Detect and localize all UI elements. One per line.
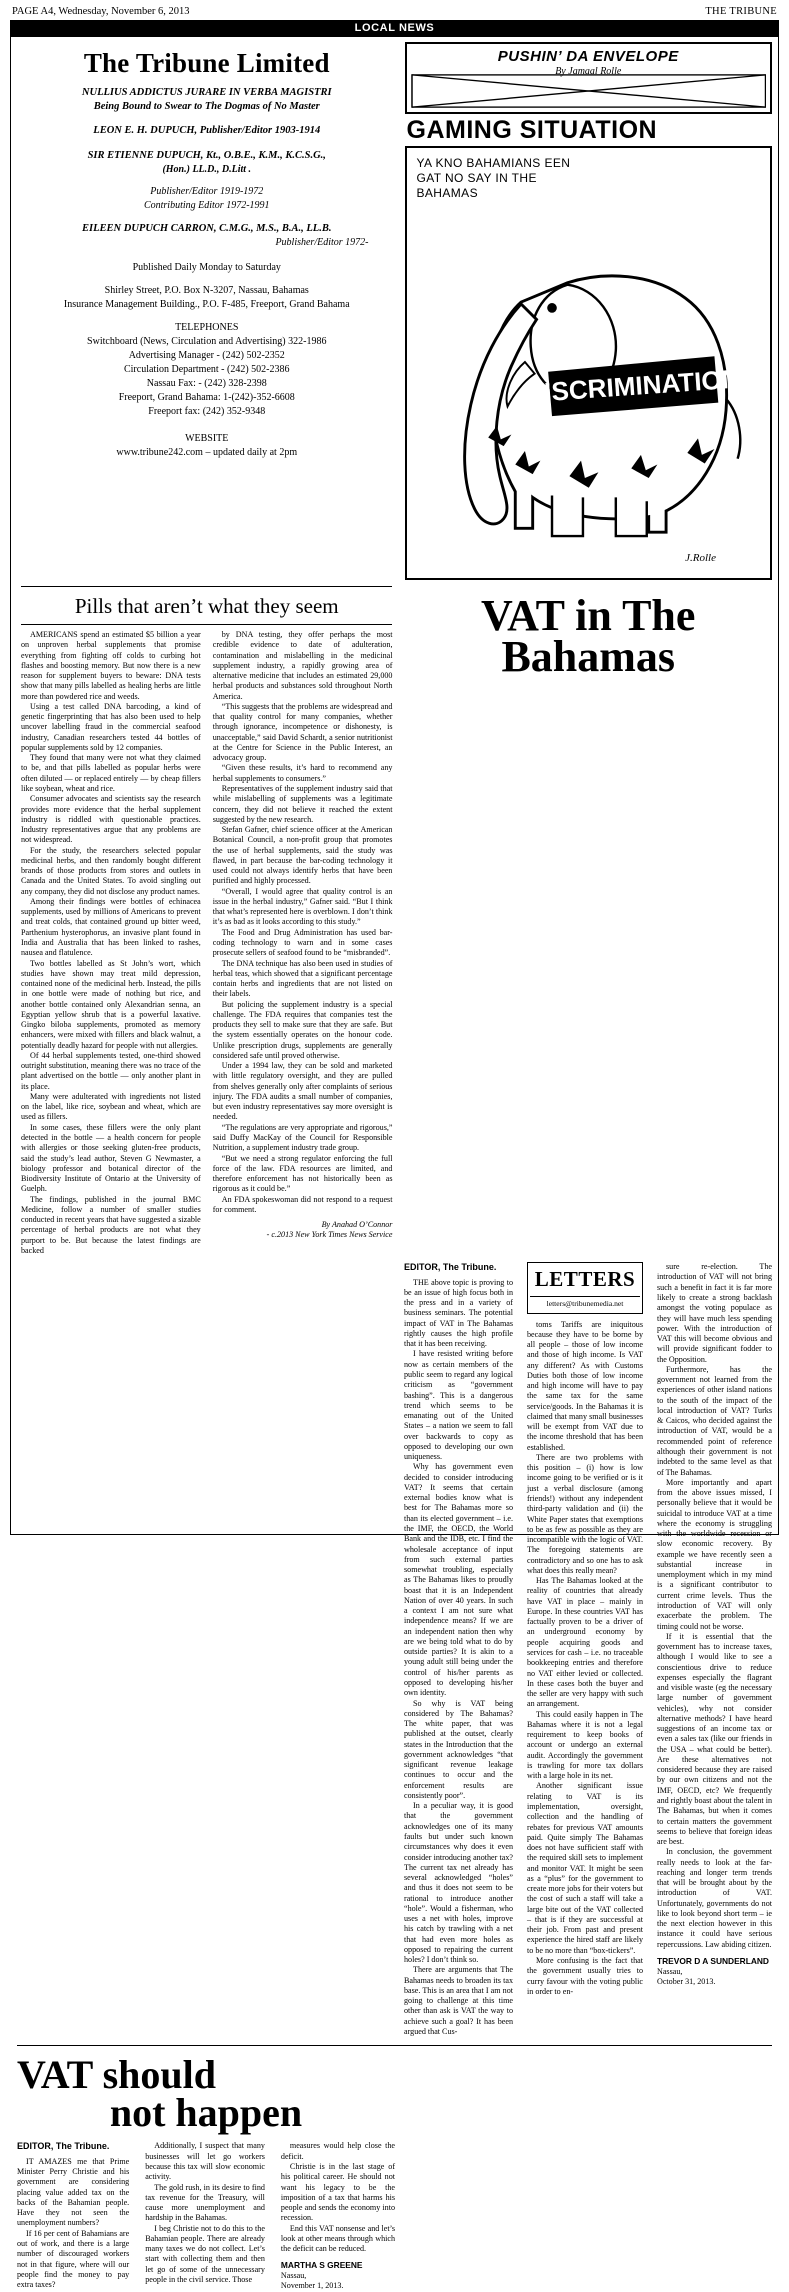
page-date-label: PAGE A4, Wednesday, November 6, 2013 [12, 6, 190, 17]
vat-happen-date: November 1, 2013. [280, 2281, 344, 2291]
pills-byline-source: - c.2013 New York Times News Service [266, 1230, 393, 1240]
vat-happen-left [17, 2050, 403, 2291]
vat-c3-p3: More importantly and apart from the above issues missed, I personally believe that it would be suicidal to introduce VAT at a time where the economy is struggling with the worldwide recession or slow economic recovery. By example we have recently seen a substantial increase in unemployment which in my mind is a significant contributor to current crime levels. Thus the introduction of VAT will only exacerbate the problem. The timing could not be worse. [657, 1477, 772, 1631]
pills-p17: “Overall, I would agree that quality control is an issue in the herbal industry,” Gafner said. “But I think that what’s represented here is overblown. I don’t think it’s as bad as it looks according to this study.” [212, 886, 393, 927]
vat-c2-p4: This could easily happen in The Bahamas where it is not a legal requirement to keep books of account or undergo an external audit. Accordingly the government is trawling for more tax dollars with a large hole in its net. [527, 1709, 643, 1781]
pills-p5: For the study, the researchers selected popular medicinal herbs, and then randomly bought different brands of those products from stores and outlets in Canada and the United States. To avoid singling out any company, they did not disclose any product names. [21, 845, 201, 896]
cartoon-speech-line-1: YA KNO BAHAMIANS EEN [416, 156, 571, 170]
vat-c1-p3: Why has government even decided to consider introducing VAT? It seems that certain external bodies know what is best for The Bahamas more so than its elected government – i.e. the IMF, the OECD, the World Bank and the IDB, etc. I find the wholesale acceptance of input from such external parties somewhat troubling, especially as The Bahamas likes to proudly boast that it is an Independent Nation of over 40 years. In such a context I am not sure what independence means? If we are an independent nation then why are we being told what to do by outside parties? It is akin to a young adult still being under the control of his/her parents as opposed to developing his/her own identity. [404, 1462, 513, 1698]
vat-headline-line-2: Bahamas [501, 631, 676, 681]
masthead-role2: Contributing Editor 1972-1991 [143, 199, 270, 211]
vh-c1-p1: IT AMAZES me that Prime Minister Perry Christie and his government are considering placing value added tax on the backs of the Bahamian people. Have they not seen the unemployment numbers? [17, 2156, 130, 2228]
vat-c2-p3: Has The Bahamas looked at the reality of countries that already have VAT in place – mainly in Europe. In these countries VAT has factually proven to be a driver of an underground economy by people acquiring goods and services for cash – i.e. no traceable bookkeeping entries and therefore no VAT either levied or collected. In these cases both the buyer and the seller are very happy with such an arrangement. [527, 1576, 643, 1709]
masthead-address-1: Shirley Street, P.O. Box N-3207, Nassau, Bahamas [104, 284, 309, 296]
svg-text:DISCRIMINATION: DISCRIMINATION [523, 363, 742, 409]
pills-article [17, 580, 396, 1256]
pills-p9: Many were adulterated with ingredients not listed on the label, like rice, soybean and wheat, which are used as fillers. [21, 1091, 201, 1122]
vh-c2-p1: Additionally, I suspect that many businesses will let go workers because this tax will slow economic activity. [145, 2141, 265, 2182]
vat-letter-place: Nassau, [657, 1966, 683, 1976]
vat-letter-signature: TREVOR D A SUNDERLAND [657, 1956, 769, 1966]
cartoon-speech-line-3: BAHAMAS [416, 186, 478, 200]
vat-letter-column [396, 580, 772, 1256]
vat-c1-p4: So why is VAT being considered by The Bahamas? The white paper, that was published at the outset, clearly states in the Introduction that the government acknowledges “that significant revenue leakage continues to occur and the enforcement results are consistently poor”. [404, 1698, 513, 1800]
masthead-phone-advertising: Advertising Manager - (242) 502-2352 [128, 349, 285, 361]
vat-happen-headline-1: VAT should [17, 2052, 217, 2098]
running-head [10, 6, 779, 20]
cartoon-banner-subtitle: By Jamaal Rolle [555, 66, 622, 77]
vat-c1-p6: There are arguments that The Bahamas needs to broaden its tax base. This is an area that I am not going to challenge at this time other than ask is VAT the way to achieve such a goal? It has been argued that Cus- [404, 1965, 513, 2037]
pills-p20: But policing the supplement industry is a special challenge. The FDA requires that companies test the products they sell to make sure that they are safe. But the system essentially operates on the honour code. Unlike prescription drugs, supplements are generally considered safe until proved otherwise. [212, 999, 393, 1060]
vat-editor-salutation: EDITOR, The Tribune. [404, 1262, 497, 1273]
pills-p7: Two bottles labelled as St John’s wort, which studies have shown may treat mild depression, contained none of the medicinal herb. Instead, the pills in one bottle were made of nothing but rice, and another bottle contained only Alexandrian senna, an Egyptian yellow shrub that is a powerful laxative. Gingko biloba supplements, promoted as memory enhancers, were mixed with fillers and black walnut, a potentially deadly hazard for people with nut allergies. [21, 958, 201, 1050]
masthead-published: Published Daily Monday to Saturday [132, 261, 281, 273]
letters-badge-title: LETTERS [534, 1267, 636, 1292]
masthead-role3: Publisher/Editor 1972- [275, 237, 369, 249]
vat-col-3 [650, 1262, 772, 2037]
pills-p12: by DNA testing, they offer perhaps the most credible evidence to date of adulteration, contamination and mislabelling in the medicinal supplement industry, a rapidly growing area of alternative medicine that includes an estimated 29,000 herbal products and substances sold throughout North America. [212, 630, 393, 701]
masthead-fax-nassau: Nassau Fax: - (242) 328-2398 [146, 377, 267, 389]
pills-p10: In some cases, these fillers were the only plant detected in the bottle — a health concern for people with allergies or those seeking gluten-free products, said the study’s lead author, Steven G Newmaster, a biology professor and botanical director of the Biodiversity Institute of Ontario at the University of Guelph. [21, 1122, 201, 1194]
section-bar: LOCAL NEWS [10, 20, 779, 37]
cartoon-speech-line-2: GAT NO SAY IN THE [416, 171, 537, 185]
cartoon-column [397, 42, 773, 580]
vat-happen-place: Nassau, [280, 2271, 307, 2281]
vat-c2-p6: More confusing is the fact that the government usually tries to curry favour with the voting public in order to en- [527, 1955, 643, 1996]
vat-c3-p1: sure re-election. The introduction of VAT will not bring such a benefit in fact it is far more likely to create a strong backlash amongst the voting populace as they will have much less spending power. With the introduction of VAT this will become obvious and will provide significant fodder to the Opposition. [657, 1262, 772, 1364]
masthead-founder: LEON E. H. DUPUCH, Publisher/Editor 1903-1914 [93, 125, 321, 137]
masthead-phone-switchboard: Switchboard (News, Circulation and Advertising) 322-1986 [87, 335, 327, 347]
vat-headline-line-1: VAT in The [481, 591, 696, 640]
pills-p13: “This suggests that the problems are widespread and that quality control for many companies, whether through ignorance, incompetence or dishonesty, is unacceptable,” said David Schardt, a senior nutritionist at the Centre for Science in the Public Interest, an advocacy group. [212, 701, 393, 763]
masthead-editor2: SIR ETIENNE DUPUCH, Kt., O.B.E., K.M., K.C.S.G., [87, 149, 326, 161]
vat-c2-p1: toms Tariffs are iniquitous because they have to be borne by all people – those of low income and those of high income. Is VAT any different? As with Customs Duties both those of low income and high income will have to pay the same tax for the same service/goods. In the Bahamas it is claimed that many small businesses will be exempt from VAT due to the income threshold that has been established. [527, 1319, 643, 1452]
masthead-title: The Tribune Limited [83, 48, 330, 78]
vh-c2-p2: The gold rush, in its desire to find tax revenue for the Treasury, will cause more unemployment and hardship in the Bahamas. [145, 2182, 265, 2223]
masthead-role1: Publisher/Editor 1919-1972 [150, 186, 264, 198]
letters-email[interactable]: letters@tribunemedia.net [530, 1296, 640, 1309]
pills-p8: Of 44 herbal supplements tested, one-third showed outright substitution, meaning there was no trace of the plant advertised on the bottle — only another plant in its place. [21, 1050, 201, 1091]
pills-column-1 [21, 630, 201, 1256]
vat-c3-p2: Furthermore, has the government not learned from the experiences of other island nations to the south of the impact of the local introduction of VAT? Turks & Caicos, who decided against the introduction of VAT, would be a recommended point of reference although their government is not indebted to the same level as that of The Bahamas. [657, 1364, 772, 1477]
masthead-editor3: EILEEN DUPUCH CARRON, C.M.G., M.S., B.A., LL.B. [82, 223, 332, 235]
pills-p6: Among their findings were bottles of echinacea supplements, used by millions of Americans to prevent and treat colds, that contained ground up bitter weed, Parthenium hysterophorus, an invasive plant found in India and Australia that has been linked to rashes, nausea and flatulence. [21, 896, 201, 958]
pills-p23: “But we need a strong regulator enforcing the full force of the law. FDA resources are limited, and therefore enforcement has not historically been as rigorous as it could be.” [212, 1153, 393, 1194]
page-frame [10, 37, 779, 2291]
cartoon-banner-title: PUSHIN’ DA ENVELOPE [497, 48, 679, 65]
vat-col-1 [404, 1262, 520, 2037]
vh-c3-p2: Christie is in the last stage of his political career. He should not want his legacy to be the imposition of a tax that harms his people and sends the economy into recession. [280, 2162, 396, 2223]
publication-name: THE TRIBUNE [705, 6, 777, 17]
cartoon-title: GAMING SITUATION [406, 116, 658, 144]
banner-x-decoration [411, 74, 767, 108]
masthead-editor2b: (Hon.) LL.D., D.Litt . [162, 163, 252, 175]
pills-p21: Under a 1994 law, they can be sold and marketed with little regulatory oversight, and they are pulled from shelves generally only after complaints of serious injury. The FDA audits a small number of companies, but even industry representatives say more oversight is needed. [212, 1061, 393, 1122]
vat-happen-col-2 [137, 2141, 273, 2291]
bottom-divider [17, 2045, 772, 2046]
masthead-phone-freeport: Freeport, Grand Bahama: 1-(242)-352-6608 [118, 391, 295, 403]
cartoonist-signature: J.Rolle [685, 552, 716, 564]
vat-c3-p4: If it is essential that the government has to increase taxes, although I would like to see a conscientious drive to reduce expenses especially the flagrant and visible waste (eg the necessary large number of government vehicles), why not consider alternative methods? I have heard suggestions of an income tax or even a sales tax (like our friends in the USA – what could be better). Are these alternatives not considered because they are raised by our own citizens and not the IMF, OECD, etc? We frequently and rightly boast about the talent in The Bahamas, but when it comes to certain matters the government seems to believe that foreign ideas are best. [657, 1631, 772, 1847]
vh-c1-p2: If 16 per cent of Bahamians are out of work, and there is a large number of discouraged workers not in that figure, where will our people find the money to pay extra taxes? [17, 2228, 130, 2290]
pills-column-2 [213, 630, 393, 1241]
cartoon-image [405, 146, 773, 580]
cartoon-banner [405, 42, 773, 114]
masthead-fax-freeport: Freeport fax: (242) 352-9348 [148, 405, 266, 417]
masthead-motto-english: Being Bound to Swear to The Dogmas of No Master [93, 101, 320, 113]
pills-p2: Using a test called DNA barcoding, a kind of genetic fingerprinting that has also been used to help uncover labelling fraud in the commercial seafood industry, Canadian researchers tested 44 bottles of popular supplements sold by 12 companies. [21, 701, 201, 752]
vat-happen-headline-2: not happen [109, 2089, 303, 2135]
pills-p4: Consumer advocates and scientists say the research provides more evidence that the herbal supplement industry is riddled with questionable practices. Industry representatives argue that any problems are not widespread. [21, 794, 201, 845]
vat-c2-p5: Another significant issue relating to VAT is its implementation, oversight, collection and the handling of rebates for previous VAT amounts paid. Quite simply The Bahamas does not have sufficient staff with the required skill sets to implement and monitor VAT. It might be seen as a “plus” for the government to create more jobs for their voters but the cost of such a staff will take a large bite out of the VAT collected – that is if they are successful at their job. From past and present experience the hired staff are likely to be no more than “box-tickers”. [527, 1781, 643, 1955]
vat-c3-p5: In conclusion, the government really needs to look at the far-reaching and longer term trends that will be brought about by the introduction of VAT. Unfortunately, governments do not like to look beyond short term – ie the next election however in this instance it could have serious repercussions. Law abiding citizen. [657, 1847, 772, 1949]
masthead-website[interactable]: www.tribune242.com – updated daily at 2pm [116, 446, 298, 458]
vat-happen-col-3 [273, 2141, 395, 2291]
masthead [17, 42, 397, 580]
masthead-website-heading: WEBSITE [185, 432, 229, 444]
vat-happen-salutation: EDITOR, The Tribune. [17, 2141, 110, 2152]
vat-c1-p1: THE above topic is proving to be an issue of high focus both in the press and in a variety of business seminars. The potential impact of VAT in The Bahamas rightly causes the high profile that it has been receiving. [404, 1277, 513, 1349]
pills-p1: AMERICANS spend an estimated $5 billion a year on unproven herbal supplements that promise everything from fighting off colds to curbing hot flashes and boosting memory. But now there is a new reason for supplement buyers to beware: DNA tests show that many pills labelled as healing herbs are little more than powdered rice and weeds. [21, 630, 201, 701]
pills-p14: “Given these results, it’s hard to recommend any herbal supplements to consumers.” [212, 763, 393, 783]
elephant-illustration [407, 148, 771, 578]
vat-letter-date: October 31, 2013. [657, 1976, 716, 1986]
vat-col-2 [520, 1262, 650, 2037]
pills-p22: “The regulations are very appropriate and rigorous,” said Duffy MacKay of the Council for Responsible Nutrition, a supplement industry trade group. [212, 1122, 393, 1153]
vat-happen-col-1 [17, 2141, 137, 2291]
pills-p18: The Food and Drug Administration has used bar-coding technology to warn and in some cases prosecute sellers of seafood found to be “misbranded”. [212, 927, 393, 958]
masthead-motto-latin: NULLIUS ADDICTUS JURARE IN VERBA MAGISTRI [81, 87, 332, 98]
vat-letter-body [17, 1262, 772, 2037]
vat-happen-article [17, 2050, 772, 2291]
masthead-address-2: Insurance Management Building., P.O. F-485, Freeport, Grand Bahama [63, 298, 350, 310]
pills-p19: The DNA technique has also been used in studies of herbal teas, which showed that a significant percentage contain herbs and ingredients that are not listed on their labels. [212, 958, 393, 999]
pills-headline: Pills that aren’t what they seem [74, 594, 339, 618]
masthead-phone-circulation: Circulation Department - (242) 502-2386 [123, 363, 290, 375]
vh-c2-p3: I beg Christie not to do this to the Bahamian people. There are already many taxes we do not collect. Let’s start with collecting them and then let go of some of the unnecessary people in the civil service. Those [145, 2223, 265, 2284]
vat-happen-signature: MARTHA S GREENE [280, 2260, 363, 2271]
top-section [17, 42, 772, 580]
letters-badge [527, 1262, 643, 1313]
vh-c3-p1: measures would help close the deficit. [280, 2141, 396, 2161]
pills-p24: An FDA spokeswoman did not respond to a request for comment. [212, 1194, 393, 1214]
masthead-telephones-heading: TELEPHONES [175, 321, 239, 333]
pills-p16: Stefan Gafner, chief science officer at the American Botanical Council, a non-profit group that promotes the use of herbal supplements, said the study was flawed, in part because the bar-coding technology it used could not always identify herbs that have been purified and highly processed. [212, 825, 393, 886]
vat-c1-p5: In a peculiar way, it is good that the government acknowledges one of its many faults but under such known circumstances why does it even consider introducing another tax? The current tax net already has several acknowledged “holes” and thus it does not seem to be rational to introduce another “hole”. Would a fisherman, who uses a net with holes, improve his catch by trawling with a net that had even more holes as opposed to repairing the current holes? I don’t think so. [404, 1801, 513, 1965]
pills-p3: They found that many were not what they claimed to be, and that pills labelled as popular herbs were often diluted — or replaced entirely — by cheap fillers like soybean, wheat and rice. [21, 753, 201, 793]
vat-c2-p2: There are two problems with this position – (i) how is low income going to be verified or is it just a verbal disclosure (among friends!) without any independent third-party validation and (ii) the White Paper states that exemptions to be as few as possible as they are incompatible with the logic of VAT. The foregoing statements are contradictory and so one has to ask what does this really mean? [527, 1452, 643, 1575]
pills-byline: By Anahad O’Connor [321, 1220, 393, 1230]
pills-p15: Representatives of the supplement industry said that while mislabelling of supplements was a legitimate concern, they did not believe it reached the extent suggested by the new research. [212, 783, 393, 824]
vat-letter-columns [396, 1262, 772, 2037]
vh-c3-p3: End this VAT nonsense and let’s look at other means through which the deficit can be reduced. [280, 2223, 396, 2254]
middle-section [17, 580, 772, 1256]
pills-p11: The findings, published in the journal BMC Medicine, follow a number of smaller studies conducted in recent years that have suggested a sizable percentage of herbal products are not what they purport to be. But because the latest findings are backed [21, 1194, 201, 1255]
vat-c1-p2: I have resisted writing before now as certain members of the public seem to regard any logical criticism as “government bashing”. This is a dangerous trend which seems to be emanating out of the United States – a nation we seem to fall over backwards to copy as opposed to developing our own uniqueness. [404, 1349, 513, 1462]
